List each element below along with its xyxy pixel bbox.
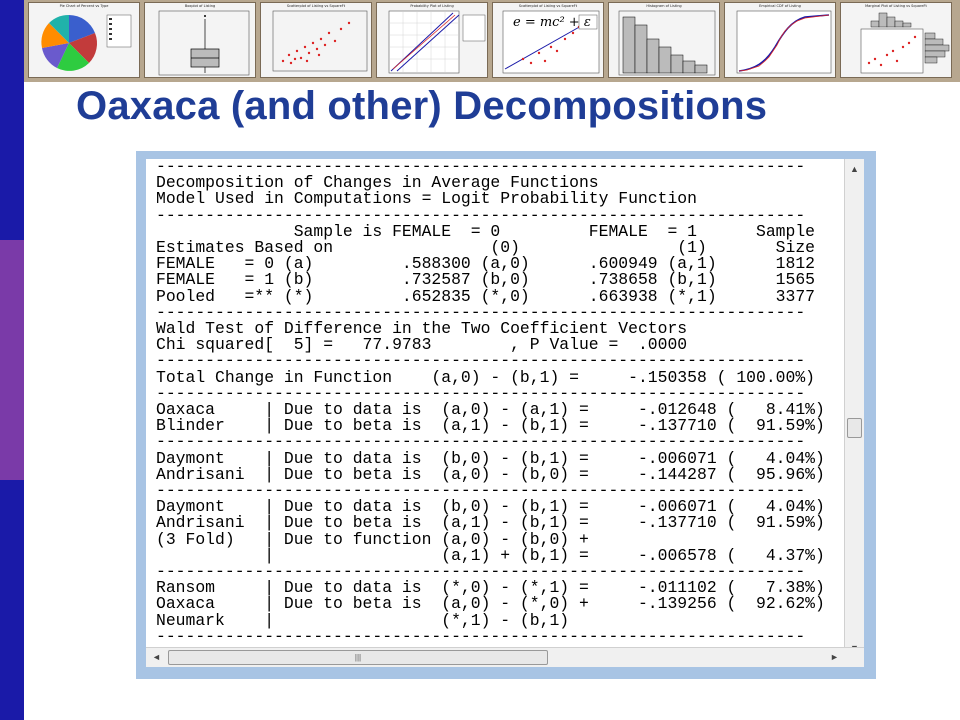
scroll-up-icon[interactable]: ▲ [850,164,859,174]
output-line: ------------------------------------------------------------------ [156,302,806,322]
output-line: ------------------------------------------------------------------ [156,351,806,371]
left-accent-bar-bottom [0,480,24,720]
thumbnail-scatterplot: Scatterplot of Listing vs SquareFt [260,2,372,78]
thumbnail-pie-chart: Pie Chart of Percent vs Type [28,2,140,78]
horizontal-scroll-thumb[interactable]: ||| [168,650,548,665]
output-line: Andrisani | Due to beta is (a,1) - (b,1) = -.137710 ( 91.59%) [156,513,825,533]
output-line: Daymont | Due to data is (b,0) - (b,1) = -.006071 ( 4.04%) [156,497,825,517]
output-line: ------------------------------------------------------------------ [156,626,806,646]
horizontal-scrollbar[interactable] [146,647,864,667]
output-text-area[interactable] [146,159,844,659]
thumbnail-boxplot: Boxplot of Listing [144,2,256,78]
thumbnail-empirical-cdf: Empirical CDF of Listing [724,2,836,78]
output-line: | (a,1) + (b,1) = -.006578 ( 4.37%) [156,545,825,565]
output-line: Wald Test of Difference in the Two Coefficient Vectors [156,319,688,339]
output-line: Ransom | Due to data is (*,0) - (*,1) = -.011102 ( 7.38%) [156,578,825,598]
output-line: FEMALE = 0 (a) .588300 (a,0) .600949 (a,1) 1812 [156,254,816,274]
header-thumbnail-strip [24,0,960,82]
thumbnail-marginal-plot: Marginal Plot of Listing vs SquareFt [840,2,952,78]
left-accent-bar-top [0,0,24,240]
output-line: Estimates Based on (0) (1) Size [156,238,816,258]
output-line: Total Change in Function (a,0) - (b,1) = -.150358 ( 100.00%) [156,367,816,387]
output-line: FEMALE = 1 (b) .732587 (b,0) .738658 (b,1) 1565 [156,270,816,290]
scroll-left-icon[interactable]: ◄ [152,652,161,662]
output-line: ------------------------------------------------------------------ [156,205,806,225]
output-line: Chi squared[ 5] = 77.9783 , P Value = .0000 [156,335,688,355]
output-line: Model Used in Computations = Logit Probability Function [156,189,697,209]
formula-label: e = mc² + ε [513,15,591,30]
output-line: Oaxaca | Due to data is (a,0) - (a,1) = -.012648 ( 8.41%) [156,400,825,420]
output-line: Pooled =** (*) .652835 (*,0) .663938 (*,1) 3377 [156,286,816,306]
output-text [156,159,825,645]
output-line: Sample is FEMALE = 0 FEMALE = 1 Sample [156,221,816,241]
slide-title: Oaxaca (and other) Decompositions [76,84,768,128]
vertical-scroll-thumb[interactable] [847,418,862,438]
output-line: Andrisani | Due to beta is (a,0) - (b,0) = -.144287 ( 95.96%) [156,464,825,484]
left-accent-bar-middle [0,240,24,480]
output-line: ------------------------------------------------------------------ [156,159,806,176]
output-line: ------------------------------------------------------------------ [156,383,806,403]
vertical-scrollbar[interactable] [844,159,864,659]
output-line: Oaxaca | Due to beta is (a,0) - (*,0) + -.139256 ( 92.62%) [156,594,825,614]
output-line: Neumark | (*,1) - (b,1) [156,610,570,630]
output-line: ------------------------------------------------------------------ [156,481,806,501]
output-line: Decomposition of Changes in Average Functions [156,173,599,193]
output-line: (3 Fold) | Due to function (a,0) - (b,0) + [156,529,589,549]
thumbnail-histogram: Histogram of Listing [608,2,720,78]
thumbnail-probability-plot: Probability Plot of Listing [376,2,488,78]
output-line: Daymont | Due to data is (b,0) - (b,1) = -.006071 ( 4.04%) [156,448,825,468]
output-line: ------------------------------------------------------------------ [156,562,806,582]
output-window [136,151,876,679]
thumbnail-regression-plot: Scatterplot of Listing vs SquareFt e = mc² + ε [492,2,604,78]
output-line: Blinder | Due to beta is (a,1) - (b,1) = -.137710 ( 91.59%) [156,416,825,436]
output-line: ------------------------------------------------------------------ [156,432,806,452]
scroll-right-icon[interactable]: ► [830,652,839,662]
